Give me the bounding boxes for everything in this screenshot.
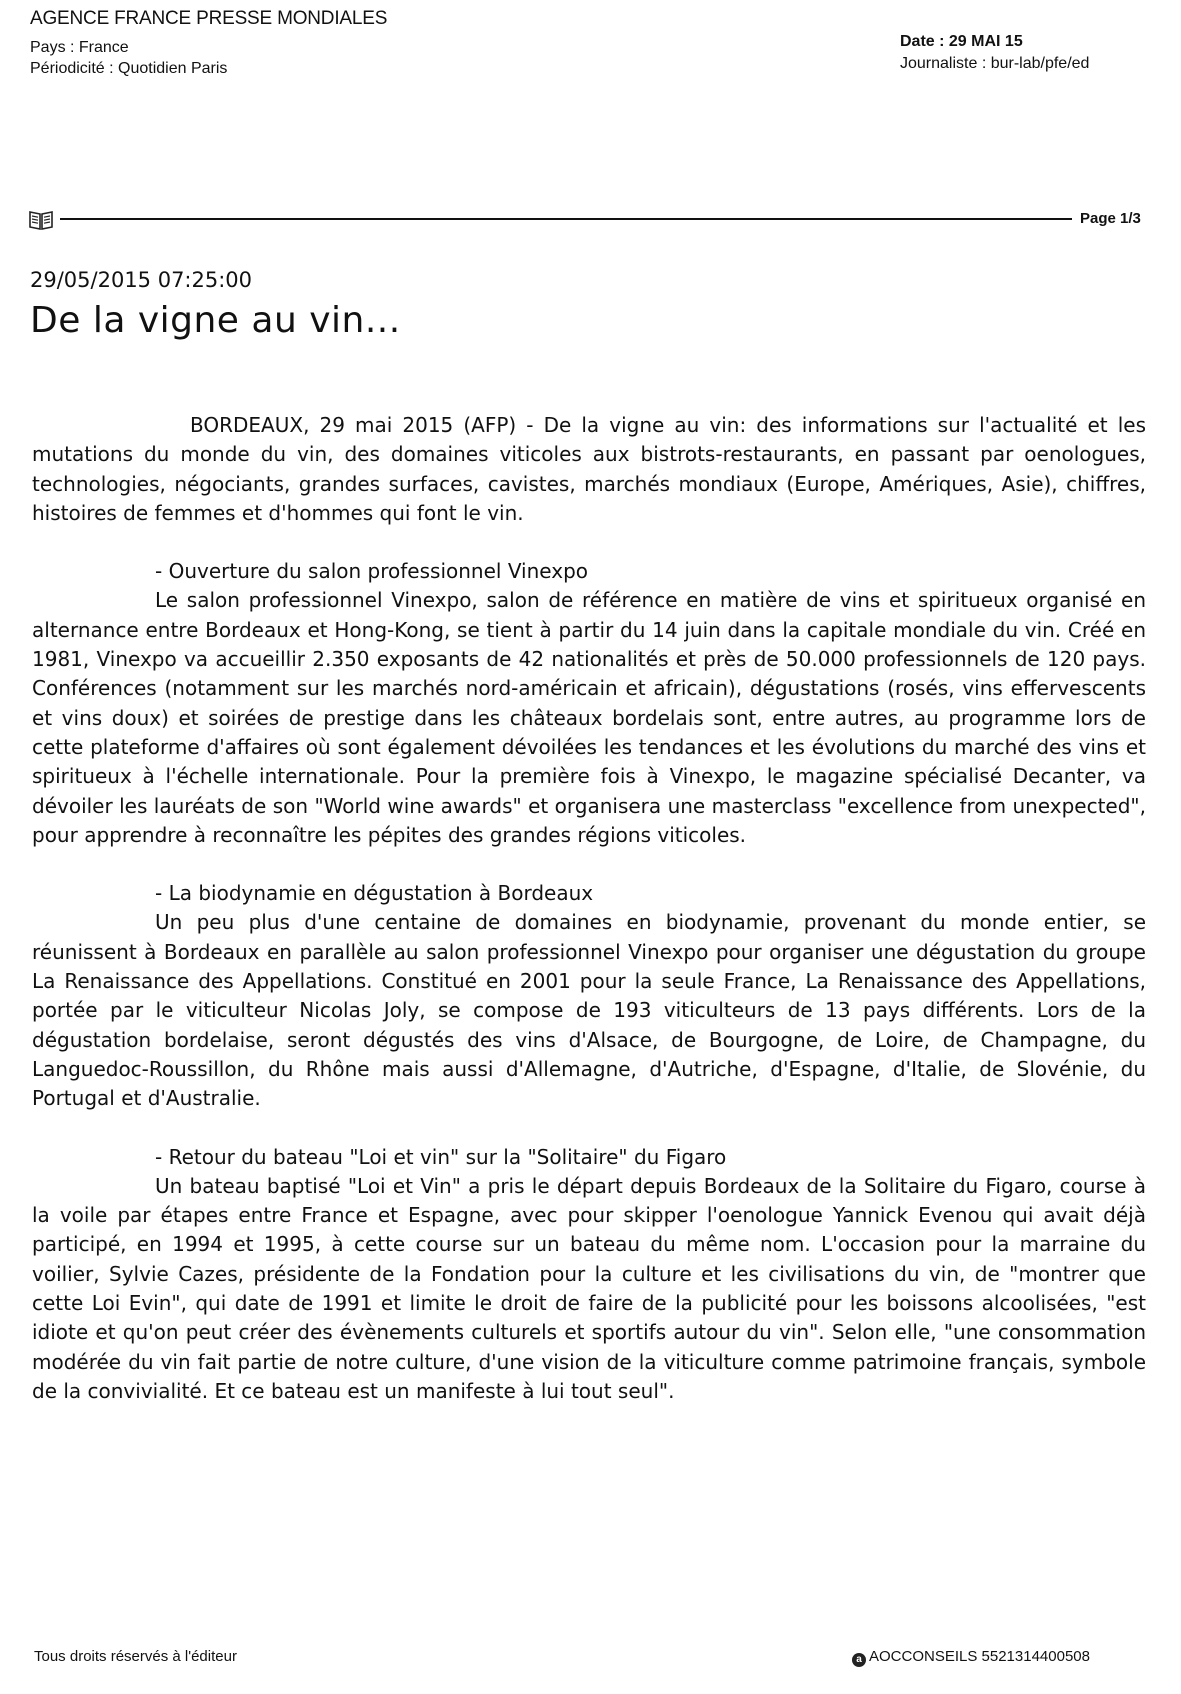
periodicity-label: Périodicité : Quotidien Paris [30, 60, 228, 77]
section-vinexpo [32, 557, 1146, 850]
section-heading: - Ouverture du salon professionnel Vinexpo [155, 559, 589, 584]
rights-notice: Tous droits réservés à l'éditeur [34, 1648, 237, 1665]
section-body: Le salon professionnel Vinexpo, salon de référence en matière de vins et spiritueux organisé en alternance entre Bordeaux et Hong-Kong, se tient à partir du 14 juin dans la capitale mondiale du vin. Créé en 1981, Vinexpo va accueillir 2.350 exposants de 42 nationalités et près de 50.000 professionnels de 120 pays. Conférences (notamment sur les marchés nord-américain et africain), dégustations (rosés, vins effervescents et vins doux) et soirées de prestige dans les châteaux bordelais sont, entre autres, au programme lors de cette plateforme d'affaires où sont également dévoilées les tendances et les évolutions du marché des vins et spiritueux à l'échelle internationale. Pour la première fois à Vinexpo, le magazine spécialisé Decanter, va dévoiler les lauréats de son "World wine awards" et organisera une masterclass "excellence from unexpected", pour apprendre à reconnaître les pépites des grandes régions viticoles. [32, 588, 1146, 847]
page-number: Page 1/3 [1080, 210, 1141, 227]
country-label: Pays : France [30, 39, 129, 56]
section-loi-et-vin [32, 1143, 1146, 1407]
section-body: Un bateau baptisé "Loi et Vin" a pris le départ depuis Bordeaux de la Solitaire du Figaro, course à la voile par étapes entre France et Espagne, avec pour skipper l'oenologue Yannick Evenou qui avait déjà participé, en 1994 et 1995, à cette course sur un bateau du même nom. L'occasion pour la marraine du voilier, Sylvie Cazes, présidente de la Fondation pour la culture et les civilisations du vin, de "montrer que cette Loi Evin", qui date de 1991 et limite le droit de faire de la publicité pour les boissons alcoolisées, "est idiote et qu'on peut créer des évènements culturels et sportifs autour du vin". Selon elle, "une consommation modérée du vin fait partie de notre culture, d'une vision de la viticulture comme patrimoine français, symbole de la convivialité. Et ce bateau est un manifeste à lui tout seul". [32, 1173, 1146, 1403]
journalist-label: Journaliste : bur-lab/pfe/ed [900, 55, 1090, 72]
source-logo-icon: a [852, 1653, 866, 1667]
publication-date: Date : 29 MAI 15 [900, 33, 1023, 50]
section-heading: - Retour du bateau "Loi et vin" sur la "Solitaire" du Figaro [155, 1144, 727, 1169]
source-reference [852, 1648, 1090, 1667]
section-heading: - La biodynamie en dégustation à Bordeaux [155, 881, 594, 906]
article-body [32, 411, 1146, 1406]
section-biodynamie [32, 879, 1146, 1113]
header-rule [60, 218, 1072, 220]
source-code: AOCCONSEILS 5521314400508 [869, 1648, 1090, 1665]
article-title: De la vigne au vin... [30, 300, 401, 341]
publication-name: AGENCE FRANCE PRESSE MONDIALES [30, 8, 388, 29]
section-body: Un peu plus d'une centaine de domaines en biodynamie, provenant du monde entier, se réunissent à Bordeaux en parallèle au salon professionnel Vinexpo pour organiser une dégustation du groupe La Renaissance des Appellations. Constitué en 2001 pour la seule France, La Renaissance des Appellations, portée par le viticulteur Nicolas Joly, se compose de 193 viticulteurs de 13 pays différents. Lors de la dégustation bordelaise, seront dégustés des vins d'Alsace, de Bourgogne, de Loire, de Champagne, du Languedoc-Roussillon, du Rhône mais aussi d'Allemagne, d'Autriche, d'Espagne, d'Italie, de Slovénie, du Portugal et d'Australie. [32, 910, 1146, 1111]
article-timestamp: 29/05/2015 07:25:00 [30, 268, 253, 292]
book-icon [28, 209, 54, 231]
article-lead: BORDEAUX, 29 mai 2015 (AFP) - De la vigne au vin: des informations sur l'actualité et les mutations du monde du vin, des domaines viticoles aux bistrots-restaurants, en passant par oenologues, technologies, négociants, grandes surfaces, cavistes, marchés mondiaux (Europe, Amériques, Asie), chiffres, histoires de femmes et d'hommes qui font le vin. [32, 413, 1146, 525]
